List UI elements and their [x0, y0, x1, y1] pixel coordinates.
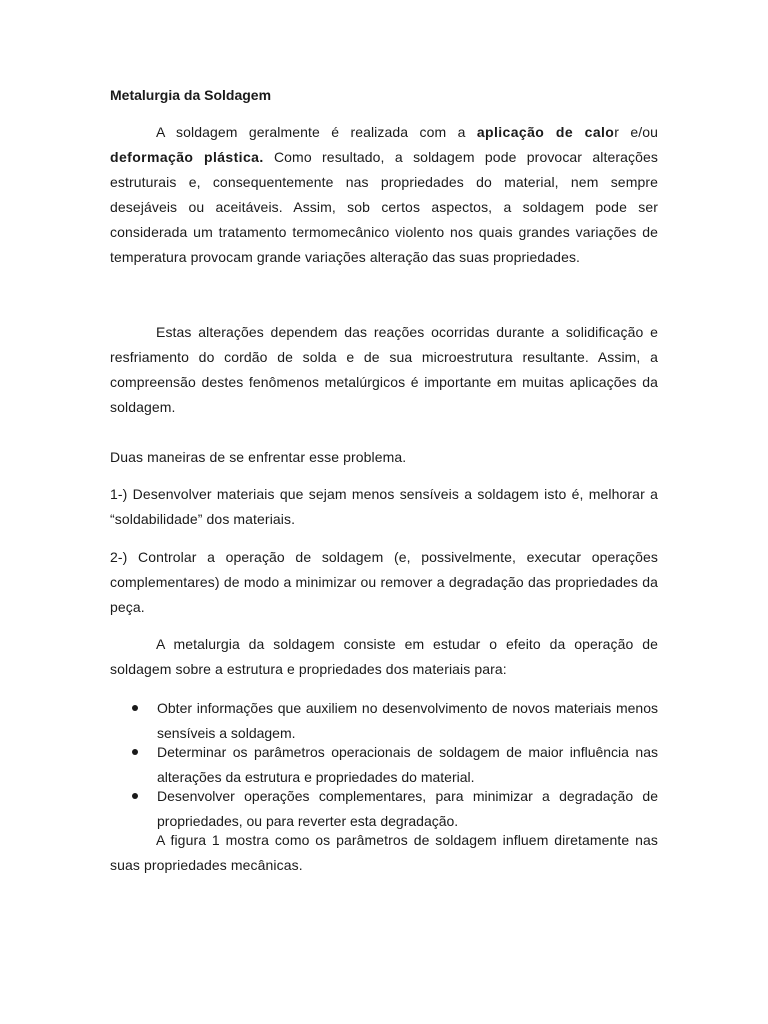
paragraph-way-1: 1-) Desenvolver materiais que sejam menos sensíveis a soldagem isto é, melhorar a “soldabilidade” dos materiais.	[110, 486, 658, 527]
paragraph-intro-text-1: A soldagem geralmente é realizada com a	[156, 124, 477, 140]
bullet-icon	[132, 705, 138, 711]
paragraph-alterations: Estas alterações dependem das reações ocorridas durante a solidificação e resfriamento do cordão de solda e de sua microestrutura resultante. Assim, a compreensão destes fenômenos metalúrgicos é importante em muitas aplicações da soldagem.	[110, 324, 658, 415]
paragraph-figure-reference: A figura 1 mostra como os parâmetros de soldagem influem diretamente nas suas propriedades mecânicas.	[110, 832, 658, 873]
bold-heat-application: aplicação de calo	[476, 124, 615, 140]
objectives-list	[110, 696, 658, 834]
list-item: Desenvolver operações complementares, para minimizar a degradação de propriedades, ou para reverter esta degradação.	[110, 784, 658, 834]
paragraph-intro-text-3: Como resultado, a soldagem pode provocar alterações estruturais e, consequentemente nas propriedades do material, nem sempre desejáveis ou aceitáveis. Assim, sob certos aspectos, a soldagem pode ser considerada um tratamento termomecânico violento nos quais grandes variações de temperatura provocam grande variações alteração das suas propriedades.	[110, 149, 658, 265]
bullet-icon	[132, 793, 138, 799]
paragraph-intro	[110, 120, 658, 270]
bullet-icon	[132, 749, 138, 755]
paragraph-intro-text-2: r e/ou	[614, 124, 659, 140]
paragraph-way-2: 2-) Controlar a operação de soldagem (e, possivelmente, executar operações complementares) de modo a minimizar ou remover a degradação das propriedades da peça.	[110, 549, 658, 615]
bold-plastic-deformation: deformação plástica.	[110, 149, 264, 165]
document-title: Metalurgia da Soldagem	[110, 87, 272, 103]
list-item: Determinar os parâmetros operacionais de soldagem de maior influência nas alterações da estrutura e propriedades do material.	[110, 740, 658, 790]
paragraph-two-ways: Duas maneiras de se enfrentar esse problema.	[110, 449, 407, 465]
paragraph-metallurgy-scope: A metalurgia da soldagem consiste em estudar o efeito da operação de soldagem sobre a estrutura e propriedades dos materiais para:	[110, 636, 658, 677]
list-item: Obter informações que auxiliem no desenvolvimento de novos materiais menos sensíveis a soldagem.	[110, 696, 658, 746]
